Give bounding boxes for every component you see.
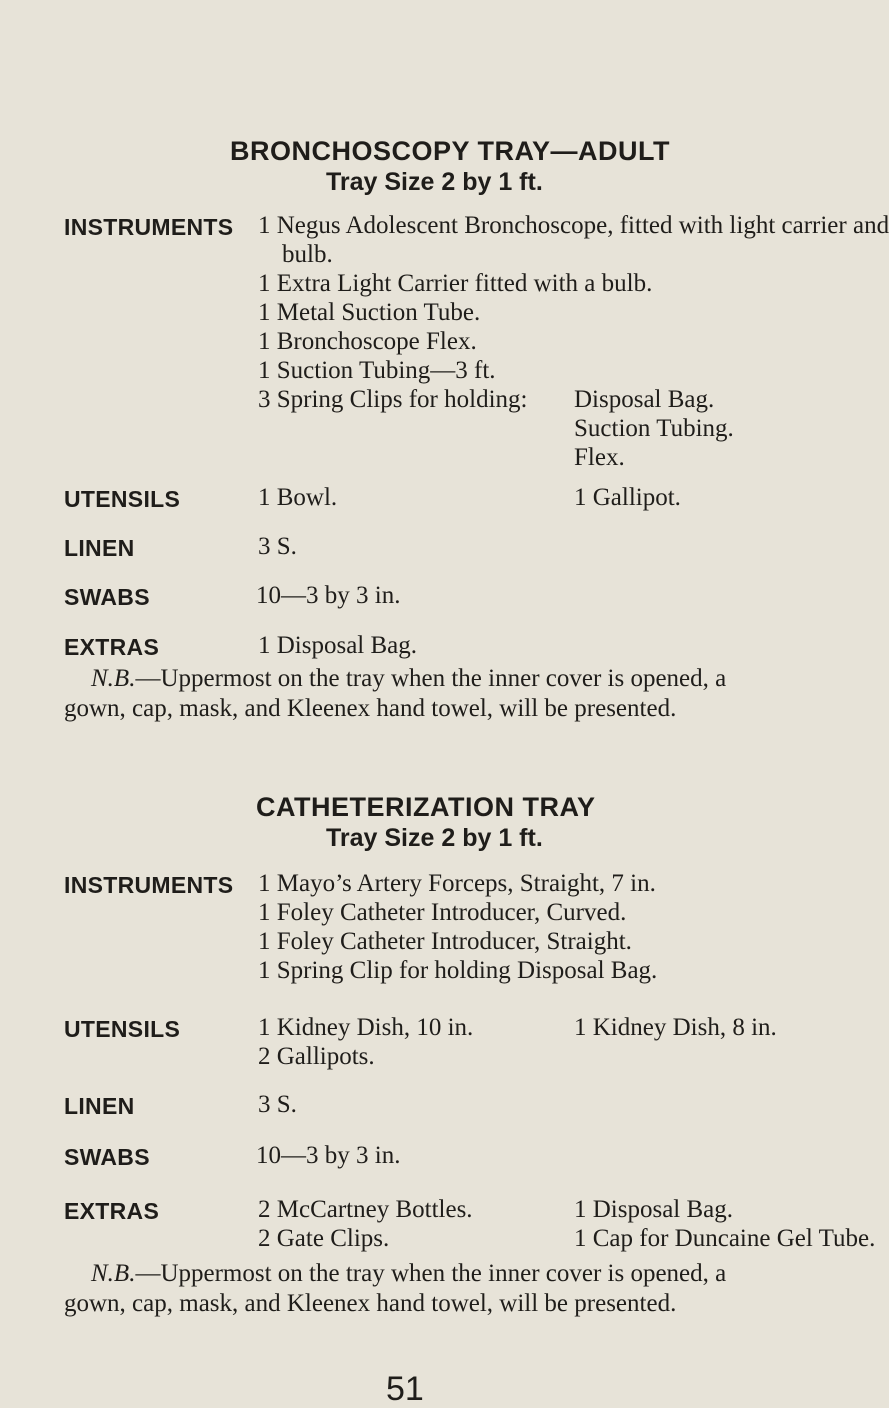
catheterization-instrument-1: 1 Mayo’s Artery Forceps, Straight, 7 in. bbox=[258, 870, 656, 897]
catheterization-utensils-label: UTENSILS bbox=[64, 1016, 181, 1042]
catheterization-note-prefix: N.B. bbox=[91, 1260, 136, 1287]
bronchoscopy-tray-size: Tray Size 2 by 1 ft. bbox=[326, 168, 543, 196]
bronchoscopy-clip-item-1: Disposal Bag. bbox=[574, 386, 715, 413]
bronchoscopy-clip-item-3: Flex. bbox=[574, 444, 625, 471]
catheterization-linen-label: LINEN bbox=[64, 1093, 135, 1119]
bronchoscopy-utensils-label: UTENSILS bbox=[64, 486, 181, 512]
bronchoscopy-instrument-1-cont: bulb. bbox=[282, 241, 333, 268]
catheterization-linen-value: 3 S. bbox=[258, 1091, 297, 1118]
catheterization-swabs-label: SWABS bbox=[64, 1144, 150, 1170]
bronchoscopy-instrument-1: 1 Negus Adolescent Bronchoscope, fitted with light carrier and bbox=[258, 212, 889, 239]
catheterization-extra-4: 1 Cap for Duncaine Gel Tube. bbox=[574, 1225, 876, 1252]
bronchoscopy-instrument-4: 1 Bronchoscope Flex. bbox=[258, 328, 477, 355]
catheterization-title: CATHETERIZATION TRAY bbox=[256, 792, 596, 822]
bronchoscopy-swabs-label: SWABS bbox=[64, 584, 150, 610]
bronchoscopy-instrument-5: 1 Suction Tubing—3 ft. bbox=[258, 357, 496, 384]
catheterization-tray-size: Tray Size 2 by 1 ft. bbox=[326, 824, 543, 852]
bronchoscopy-note bbox=[64, 664, 784, 724]
bronchoscopy-extras-label: EXTRAS bbox=[64, 634, 160, 660]
catheterization-extras-label: EXTRAS bbox=[64, 1198, 160, 1224]
catheterization-utensil-2: 1 Kidney Dish, 8 in. bbox=[574, 1014, 777, 1041]
bronchoscopy-instrument-3: 1 Metal Suction Tube. bbox=[258, 299, 481, 326]
bronchoscopy-instrument-2: 1 Extra Light Carrier fitted with a bulb. bbox=[258, 270, 653, 297]
bronchoscopy-linen-label: LINEN bbox=[64, 535, 135, 561]
catheterization-utensil-1: 1 Kidney Dish, 10 in. bbox=[258, 1014, 474, 1041]
catheterization-instrument-2: 1 Foley Catheter Introducer, Curved. bbox=[258, 899, 627, 926]
bronchoscopy-note-text: —Uppermost on the tray when the inner cover is opened, a gown, cap, mask, and Kleenex hand towel, will be presented. bbox=[64, 665, 727, 722]
bronchoscopy-extras-value: 1 Disposal Bag. bbox=[258, 632, 418, 659]
bronchoscopy-linen-value: 3 S. bbox=[258, 533, 297, 560]
catheterization-instrument-4: 1 Spring Clip for holding Disposal Bag. bbox=[258, 957, 658, 984]
catheterization-swabs-value: 10—3 by 3 in. bbox=[256, 1142, 401, 1169]
bronchoscopy-clip-item-2: Suction Tubing. bbox=[574, 415, 734, 442]
bronchoscopy-utensil-1: 1 Bowl. bbox=[258, 484, 338, 511]
bronchoscopy-note-prefix: N.B. bbox=[91, 665, 136, 692]
catheterization-utensil-3: 2 Gallipots. bbox=[258, 1043, 375, 1070]
catheterization-extra-3: 2 Gate Clips. bbox=[258, 1225, 390, 1252]
page-number: 51 bbox=[386, 1370, 424, 1408]
catheterization-note bbox=[64, 1259, 784, 1319]
catheterization-note-text: —Uppermost on the tray when the inner cover is opened, a gown, cap, mask, and Kleenex hand towel, will be presented. bbox=[64, 1260, 727, 1317]
bronchoscopy-title: BRONCHOSCOPY TRAY—ADULT bbox=[230, 136, 671, 166]
bronchoscopy-instruments-label: INSTRUMENTS bbox=[64, 214, 234, 240]
catheterization-instrument-3: 1 Foley Catheter Introducer, Straight. bbox=[258, 928, 632, 955]
bronchoscopy-instrument-6: 3 Spring Clips for holding: bbox=[258, 386, 528, 413]
bronchoscopy-utensil-2: 1 Gallipot. bbox=[574, 484, 681, 511]
catheterization-extra-1: 2 McCartney Bottles. bbox=[258, 1196, 473, 1223]
catheterization-instruments-label: INSTRUMENTS bbox=[64, 872, 234, 898]
bronchoscopy-swabs-value: 10—3 by 3 in. bbox=[256, 582, 401, 609]
catheterization-extra-2: 1 Disposal Bag. bbox=[574, 1196, 734, 1223]
